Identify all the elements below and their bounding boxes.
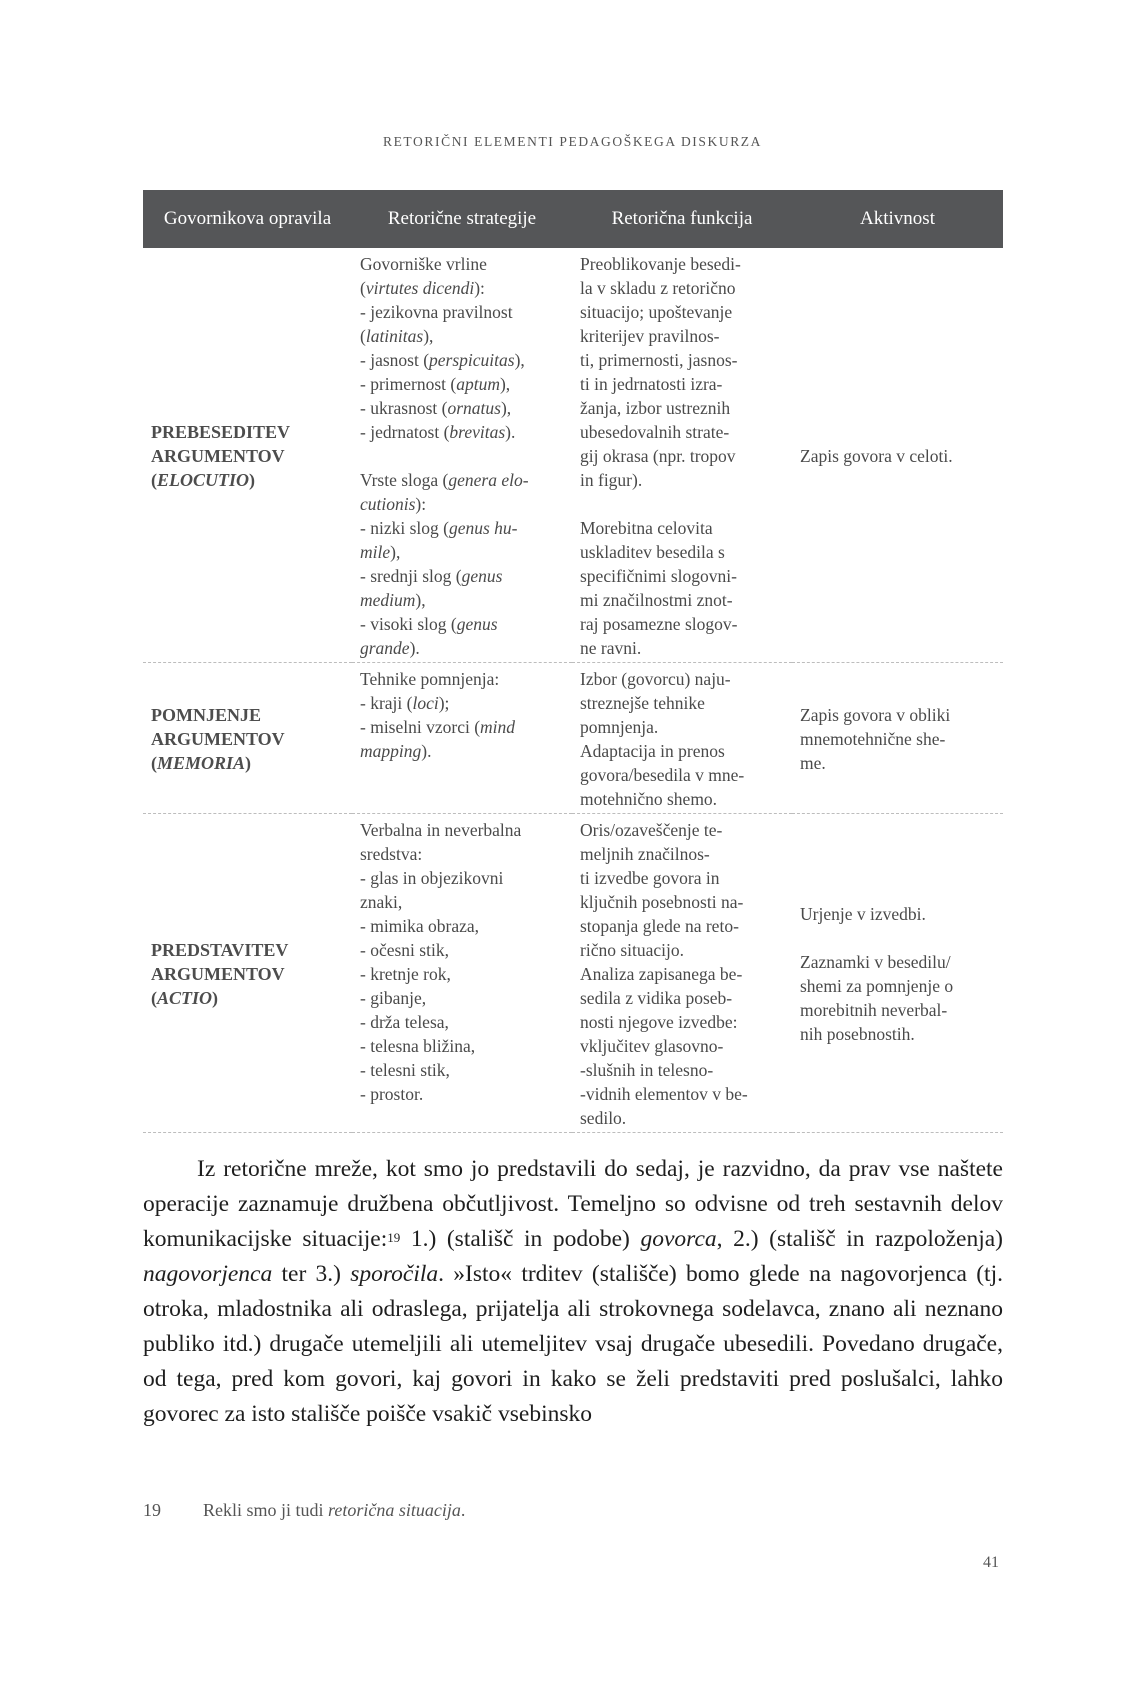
cell-line: - kraji (loci); (360, 693, 450, 713)
cell-line: ubesedovalnih strate- (580, 422, 730, 442)
page-number: 41 (983, 1554, 999, 1571)
cell-line: (ELOCUTIO) (151, 470, 256, 490)
header-cell: Retorične strategije (352, 190, 572, 248)
cell-line: raj posamezne slogov- (580, 614, 738, 634)
cell-line: Adaptacija in prenos (580, 741, 725, 761)
cell-line: morebitnih neverbal- (800, 1000, 948, 1020)
cell-function (572, 814, 792, 1133)
cell-line: Zaznamki v besedilu/ (800, 952, 951, 972)
cell-line: Oris/ozaveščenje te- (580, 820, 723, 840)
table-row (143, 248, 1003, 663)
cell-line: stopanja glede na reto- (580, 916, 739, 936)
cell-line: - kretnje rok, (360, 964, 451, 984)
cell-line: in figur). (580, 470, 643, 490)
cell-line: - miselni vzorci (mind (360, 717, 516, 737)
cell-line: (MEMORIA) (151, 753, 252, 773)
cell-strategies (352, 248, 572, 663)
cell-line: nosti njegove izvedbe: (580, 1012, 738, 1032)
cell-line: - telesni stik, (360, 1060, 450, 1080)
cell-line: -vidnih elementov v be- (580, 1084, 748, 1104)
cell-line: - ukrasnost (ornatus), (360, 398, 512, 418)
cell-line: mnemotehnične she- (800, 729, 946, 749)
cell-line: mi značilnostmi znot- (580, 590, 733, 610)
cell-line: - glas in objezikovni (360, 868, 504, 888)
cell-line: - jasnost (perspicuitas), (360, 350, 525, 370)
cell-line: Tehnike pomnjenja: (360, 669, 500, 689)
cell-line: - mimika obraza, (360, 916, 480, 936)
cell-line: kriterijev pravilnos- (580, 326, 720, 346)
cell-line: Vrste sloga (genera elo- (360, 470, 529, 490)
cell-line: mapping). (360, 741, 432, 761)
cell-line: Preoblikovanje besedi- (580, 254, 741, 274)
cell-line: - jedrnatost (brevitas). (360, 422, 516, 442)
header-cell: Govornikova opravila (143, 190, 352, 248)
cell-line: sedilo. (580, 1108, 627, 1128)
cell-line: - drža telesa, (360, 1012, 449, 1032)
cell-line: PREDSTAVITEV (151, 940, 289, 960)
header-cell: Retorična funkcija (572, 190, 792, 248)
cell-line: - srednji slog (genus (360, 566, 503, 586)
cell-task (143, 814, 352, 1133)
cell-line: - visoki slog (genus (360, 614, 498, 634)
cell-line: me. (800, 753, 826, 773)
cell-line: Zapis govora v obliki (800, 705, 951, 725)
cell-line: ti izvedbe govora in (580, 868, 720, 888)
body-paragraph: Iz retorične mreže, kot smo jo predstavili do sedaj, je razvidno, da prav vse naštete operacije zaznamuje družbena občutljivost. Temeljno so odvisne od treh sestavnih delov komunikacijske situacije:$^{19}$ 1.) (stališč in podobe) govorca, 2.) (stališč in razpoloženja) nagovorjenca ter 3.) sporočila. »Isto« trditev (stališče) bomo glede na nagovorjenca (tj. otroka, mladostnika ali odraslega, prijatelja ali strokovnega sodelavca, znano ali neznano publiko itd.) drugače utemeljili ali utemeljitev vsaj drugače ubesedili. Povedano drugače, od tega, pred kom govori, kaj govori in kako se želi predstaviti pred poslušalci, lahko govorec za isto stališče poišče vsakič vsebinsko (143, 1156, 1004, 1427)
cell-line: Analiza zapisanega be- (580, 964, 743, 984)
cell-activity (792, 248, 1003, 663)
cell-line: sedila z vidika poseb- (580, 988, 733, 1008)
cell-line: vključitev glasovno- (580, 1036, 724, 1056)
cell-function (572, 663, 792, 814)
cell-line: (latinitas), (360, 326, 434, 346)
footnote: 19 Rekli smo ji tudi retorična situacija. (143, 1500, 466, 1520)
rhetoric-table (143, 190, 1003, 1133)
cell-line: govora/besedila v mne- (580, 765, 745, 785)
cell-activity (792, 663, 1003, 814)
cell-line: - primernost (aptum), (360, 374, 511, 394)
cell-task (143, 248, 352, 663)
cell-line: Verbalna in neverbalna (360, 820, 522, 840)
cell-line: ARGUMENTOV (151, 729, 285, 749)
cell-strategies (352, 814, 572, 1133)
cell-line: ti, primernosti, jasnos- (580, 350, 738, 370)
cell-line: grande). (360, 638, 420, 658)
cell-line: Urjenje v izvedbi. (800, 904, 926, 924)
cell-line: situacijo; upoštevanje (580, 302, 733, 322)
cell-line: ti in jedrnatosti izra- (580, 374, 723, 394)
table-header-row (143, 190, 1003, 248)
cell-line (580, 492, 784, 516)
cell-line: - očesni stik, (360, 940, 449, 960)
cell-task (143, 663, 352, 814)
running-head: RETORIČNI ELEMENTI PEDAGOŠKEGA DISKURZA (382, 134, 763, 149)
cell-line: ARGUMENTOV (151, 964, 285, 984)
cell-line: PREBESEDITEV (151, 422, 291, 442)
cell-line: specifičnimi slogovni- (580, 566, 737, 586)
footnote-ref: 19 (387, 1230, 401, 1245)
cell-line (360, 444, 564, 468)
cell-line: ne ravni. (580, 638, 642, 658)
cell-line: žanja, izbor ustreznih (580, 398, 731, 418)
cell-line: znaki, (360, 892, 403, 912)
cell-line: Izbor (govorcu) naju- (580, 669, 731, 689)
header-cell: Aktivnost (792, 190, 1003, 248)
cell-line (800, 926, 995, 950)
cell-line: (virtutes dicendi): (360, 278, 485, 298)
cell-line: pomnjenja. (580, 717, 659, 737)
cell-line: medium), (360, 590, 426, 610)
cell-line: - nizki slog (genus hu- (360, 518, 518, 538)
cell-line: rično situacijo. (580, 940, 685, 960)
cell-line: streznejše tehnike (580, 693, 705, 713)
cell-line: sredstva: (360, 844, 423, 864)
cell-line: Zapis govora v celoti. (800, 446, 953, 466)
cell-line: -slušnih in telesno- (580, 1060, 714, 1080)
cell-line: la v skladu z retorično (580, 278, 736, 298)
cell-line: nih posebnostih. (800, 1024, 915, 1044)
cell-function (572, 248, 792, 663)
cell-line: - jezikovna pravilnost (360, 302, 513, 322)
cell-line: meljnih značilnos- (580, 844, 710, 864)
cell-line: Morebitna celovita (580, 518, 713, 538)
cell-line: ARGUMENTOV (151, 446, 285, 466)
cell-line: ključnih posebnosti na- (580, 892, 744, 912)
cell-line: cutionis): (360, 494, 427, 514)
cell-line: gij okrasa (npr. tropov (580, 446, 736, 466)
cell-strategies (352, 663, 572, 814)
footnote-number: 19 (143, 1500, 161, 1520)
table-row (143, 663, 1003, 814)
cell-line: POMNJENJE (151, 705, 261, 725)
table-row (143, 814, 1003, 1133)
cell-activity (792, 814, 1003, 1133)
cell-line: motehnično shemo. (580, 789, 718, 809)
cell-line: - prostor. (360, 1084, 424, 1104)
cell-line: - gibanje, (360, 988, 427, 1008)
cell-line: uskladitev besedila s (580, 542, 725, 562)
cell-line: Govorniške vrline (360, 254, 487, 274)
cell-line: - telesna bližina, (360, 1036, 476, 1056)
cell-line: (ACTIO) (151, 988, 219, 1008)
cell-line: shemi za pomnjenje o (800, 976, 954, 996)
cell-line: mile), (360, 542, 401, 562)
